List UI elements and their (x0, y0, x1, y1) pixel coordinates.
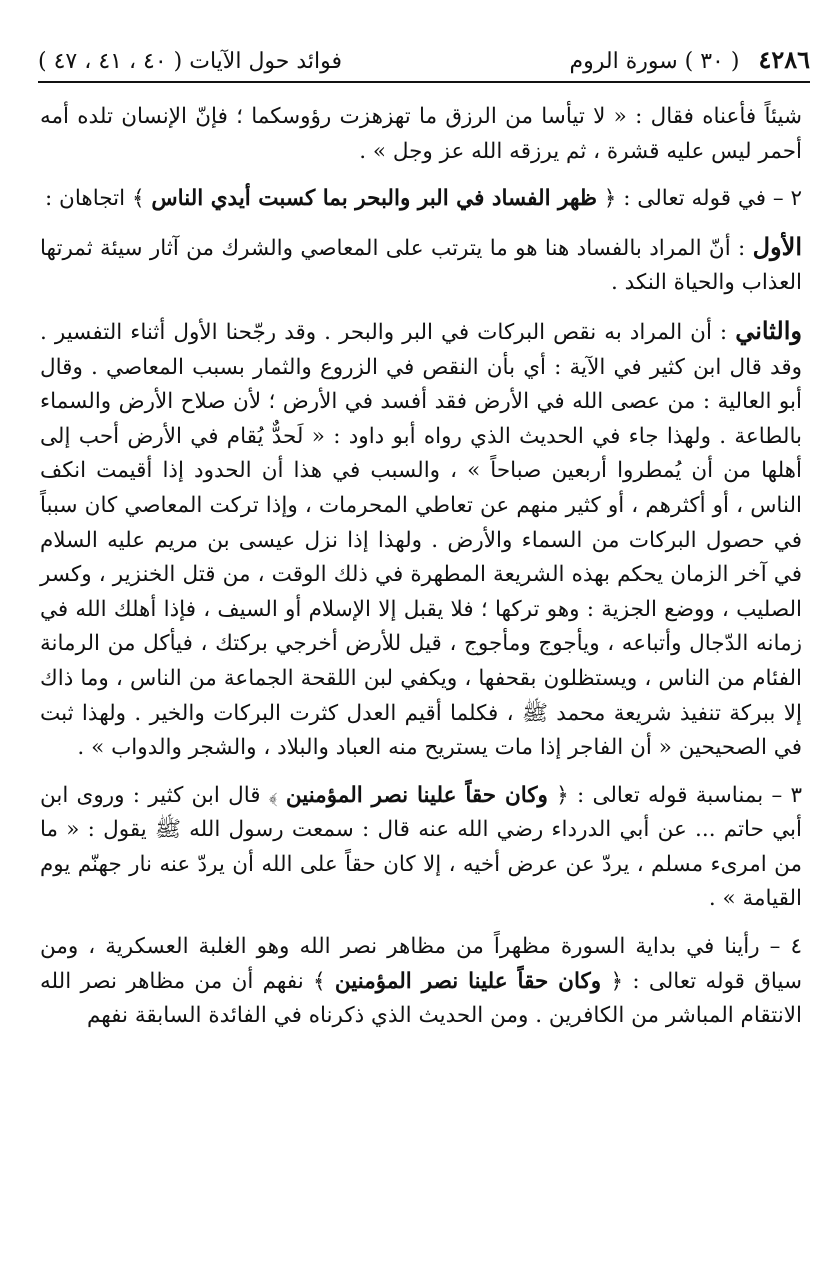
paragraph-5-text: ﴾ قال ابن كثير : وروى ابن أبي حاتم ... عن أبي الدرداء رضي الله عنه قال : سمعت رسول الله ﷺ يقول : « ما من امرىء مسلم ، يردّ عن عرض أخيه ، إلا كان حقاً على الله أن يردّ عنه نار جهنّم يوم القيامة » . (40, 782, 802, 912)
paragraph-2-outro: ﴾ اتجاهان : (44, 186, 145, 212)
first-view-heading: الأول (752, 231, 802, 261)
page-number: ٤٢٨٦ (758, 45, 810, 74)
paragraph-6-text: ﴾ نفهم أن من مظاهر نصر الله الانتقام المباشر من الكافرين . ومن الحديث الذي ذكرناه في الفائدة السابقة نفهم (40, 968, 802, 1029)
quran-verse-3: وكان حقاً علينا نصر المؤمنين (334, 968, 602, 994)
section-title: فوائد حول الآيات ( ٤٠ ، ٤١ ، ٤٧ ) (38, 49, 343, 74)
paragraph-3 (40, 230, 802, 301)
second-view-text: : أن المراد به نقص البركات في البر والبحر . وقد رجّحنا الأول أثناء التفسير . وقد قال ابن كثير في الآية : أي بأن النقص في الزروع والثمار بسبب المعاصي . وقال أبو العالية : من عصى الله في الأرض فقد أفسد في الأرض ؛ لأن صلاح الأرض والسماء بالطاعة . ولهذا جاء في الحديث الذي رواه أبو داود : « لَحدٌّ يُقام في الأرض أحب إلى أهلها من أن يُمطروا أربعين صباحاً » ، والسبب في هذا أن الحدود إذا أقيمت انكف الناس ، أو أكثرهم ، أو كثير منهم عن تعاطي المحرمات ، وإذا تركت المعاصي كان سبباً في حصول البركات من السماء والأرض . ولهذا إذا نزل عيسى بن مريم عليه السلام في آخر الزمان يحكم بهذه الشريعة المطهرة في ذلك الوقت ، من قتل الخنزير ، وكسر الصليب ، ووضع الجزية : وهو تركها ؛ فلا يقبل إلا الإسلام أو السيف ، فإذا أهلك الله في زمانه الدّجال وأتباعه ، ويأجوج ومأجوج ، قيل للأرض أخرجي بركتك ، فيأكل من الرمانة الفئام من الناس ، ويستظلون بقحفها ، ويكفي لبن اللقحة الجماعة من الناس ، وما ذاك إلا ببركة تنفيذ شريعة محمد ﷺ ، فكلما أقيم العدل كثرت البركات والخير . ولهذا ثبت في الصحيحين « أن الفاجر إذا مات يستريح منه العباد والبلاد ، والشجر والدواب » . (40, 319, 802, 761)
page-body (40, 100, 802, 1047)
quran-verse-2: وكان حقاً علينا نصر المؤمنين (285, 782, 548, 808)
header-divider (38, 81, 810, 83)
paragraph-2-intro: ٢ – في قوله تعالى : ﴿ (603, 186, 802, 212)
surah-title: ( ٣٠ ) سورة الروم (569, 49, 740, 74)
first-view-text: : أنّ المراد بالفساد هنا هو ما يترتب على المعاصي والشرك من آثار سيئة ثمرتها العذاب والحياة النكد . (40, 235, 802, 296)
quran-verse-1: ظهر الفساد في البر والبحر بما كسبت أيدي الناس (151, 186, 597, 212)
header-right (570, 46, 811, 76)
paragraph-1: شيئاً فأعناه فقال : « لا تيأسا من الرزق ما تهزهزت رؤوسكما ؛ فإنّ الإنسان تلده أمه أحمر ليس عليه قشرة ، ثم يرزقه الله عز وجل » . (40, 104, 802, 164)
paragraph-6 (40, 930, 802, 1034)
page-header (38, 40, 810, 76)
paragraph-5 (40, 779, 802, 917)
paragraph-5-intro: ٣ – بمناسبة قوله تعالى : ﴿ (556, 782, 802, 808)
paragraph-6-intro: ٤ – رأينا في بداية السورة مظهراً من مظاهر نصر الله وهو الغلبة العسكرية ، ومن سياق قوله تعالى : ﴿ (40, 934, 802, 994)
paragraph-2 (40, 182, 802, 217)
paragraph-4 (40, 314, 802, 766)
second-view-heading: والثاني (735, 315, 802, 345)
